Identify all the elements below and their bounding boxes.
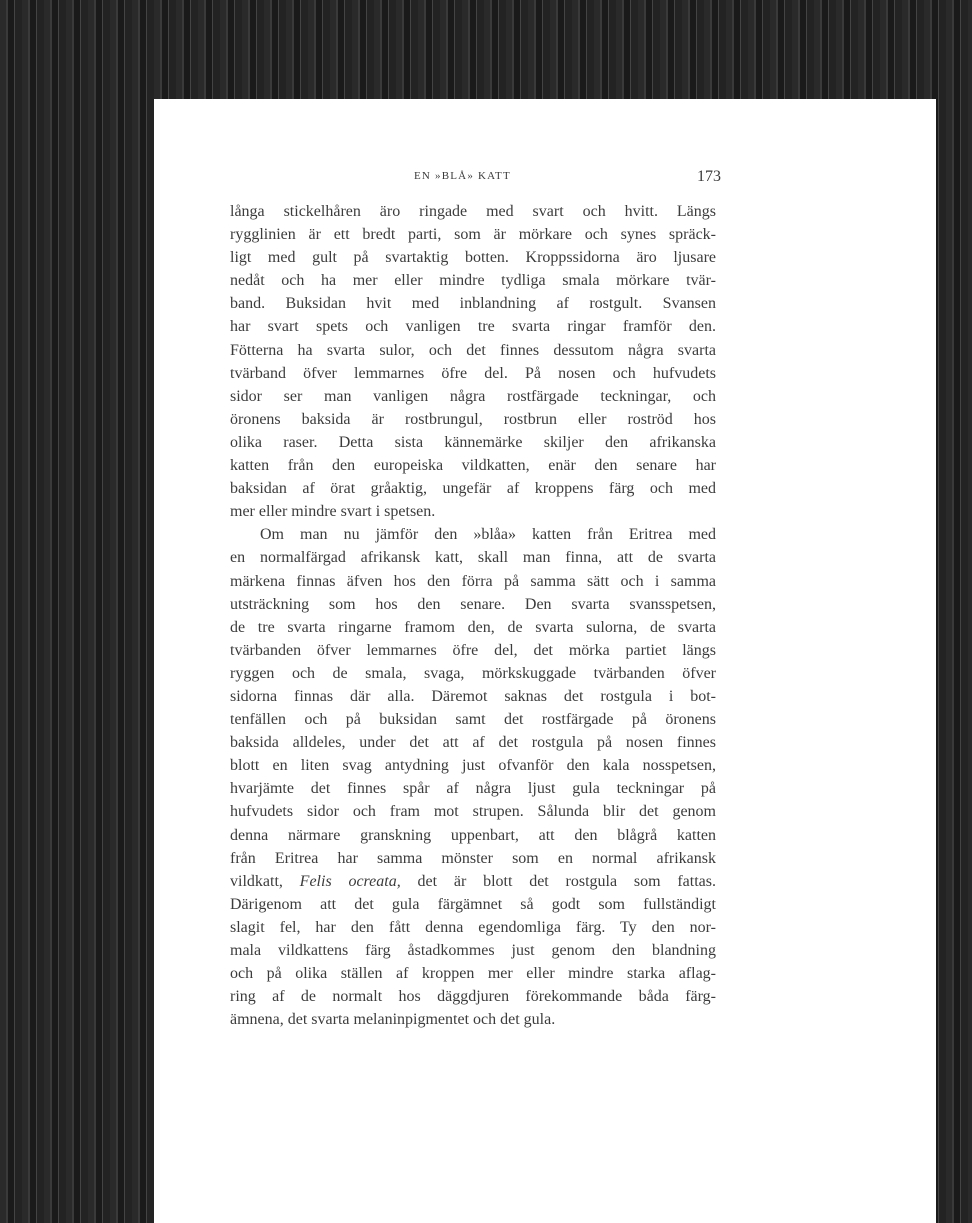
text-line: mer eller mindre svart i spetsen. (230, 503, 436, 521)
text-line: en normalfärgad afrikansk katt, skall man finna, att de svarta (230, 549, 716, 567)
text-line: utsträckning som hos den senare. Den svarta svansspetsen, (230, 595, 716, 613)
text-line: ligt med gult på svartaktig botten. Kroppssidorna äro ljusare (230, 249, 716, 267)
body-text (230, 200, 716, 1031)
page-number: 173 (697, 168, 721, 185)
text-line: tvärbanden öfver lemmarnes öfre del, det mörka partiet längs (230, 641, 716, 659)
text-line: märkena finnas äfven hos den förra på samma sätt och i samma (230, 572, 716, 590)
text-line: och på olika ställen af kroppen mer eller mindre starka aflag- (230, 965, 716, 983)
text-line: öronens baksida är rostbrungul, rostbrun eller roströd hos (230, 410, 716, 428)
text-line-felis (230, 870, 716, 893)
text-line: ring af de normalt hos däggdjuren förekommande båda färg- (230, 988, 716, 1006)
text-line: sidor ser man vanligen några rostfärgade teckningar, och (230, 387, 716, 405)
running-title: EN »BLÅ» KATT (414, 170, 511, 182)
text-fragment: vildkatt, (230, 872, 300, 890)
text-line: slagit fel, har den fått denna egendomliga färg. Ty den nor- (230, 918, 716, 936)
text-line: blott en liten svag antydning just ofvanför den kala nosspetsen, (230, 757, 716, 775)
text-line: band. Buksidan hvit med inblandning af rostgult. Svansen (230, 295, 716, 313)
text-line: olika raser. Detta sista kännemärke skiljer den afrikanska (230, 433, 716, 451)
page-header (154, 170, 936, 190)
book-page (154, 99, 936, 1223)
text-line: tvärband öfver lemmarnes öfre del. På nosen och hufvudets (230, 364, 716, 382)
text-line: katten från den europeiska vildkatten, enär den senare har (230, 457, 716, 475)
text-line: baksidan af örat gråaktig, ungefär af kroppens färg och med (230, 480, 716, 498)
text-line: baksida alldeles, under det att af det rostgula på nosen finnes (230, 734, 716, 752)
text-line: från Eritrea har samma mönster som en normal afrikansk (230, 849, 716, 867)
text-line: ryggen och de smala, svaga, mörkskuggade tvärbanden öfver (230, 664, 716, 682)
text-line: sidorna finnas där alla. Däremot saknas det rostgula i bot- (230, 687, 716, 705)
text-fragment: det är blott det rostgula som fattas. (400, 872, 716, 890)
text-line: tenfällen och på buksidan samt det rostfärgade på öronens (230, 711, 716, 729)
text-line: de tre svarta ringarne framom den, de svarta sulorna, de svarta (230, 618, 716, 636)
text-line: ämnena, det svarta melaninpigmentet och det gula. (230, 1011, 556, 1029)
text-line: denna närmare granskning uppenbart, att den blågrå katten (230, 826, 716, 844)
text-line: har svart spets och vanligen tre svarta ringar framför den. (230, 318, 716, 336)
text-line: Fötterna ha svarta sulor, och det finnes dessutom några svarta (230, 341, 716, 359)
text-line: nedåt och ha mer eller mindre tydliga smala mörkare tvär- (230, 272, 716, 290)
text-line: rygglinien är ett bredt parti, som är mörkare och synes spräck- (230, 226, 716, 244)
species-name: Felis ocreata, (299, 872, 401, 890)
text-line: mala vildkattens färg åstadkommes just genom den blandning (230, 942, 716, 959)
text-line: hufvudets sidor och fram mot strupen. Sålunda blir det genom (230, 803, 716, 821)
text-line: Därigenom att det gula färgämnet så godt som fullständigt (230, 895, 716, 913)
text-line: Om man nu jämför den »blåa» katten från Eritrea med (260, 526, 716, 544)
text-line: hvarjämte det finnes spår af några ljust gula teckningar på (230, 780, 716, 798)
text-line: långa stickelhåren äro ringade med svart och hvitt. Längs (230, 203, 716, 220)
